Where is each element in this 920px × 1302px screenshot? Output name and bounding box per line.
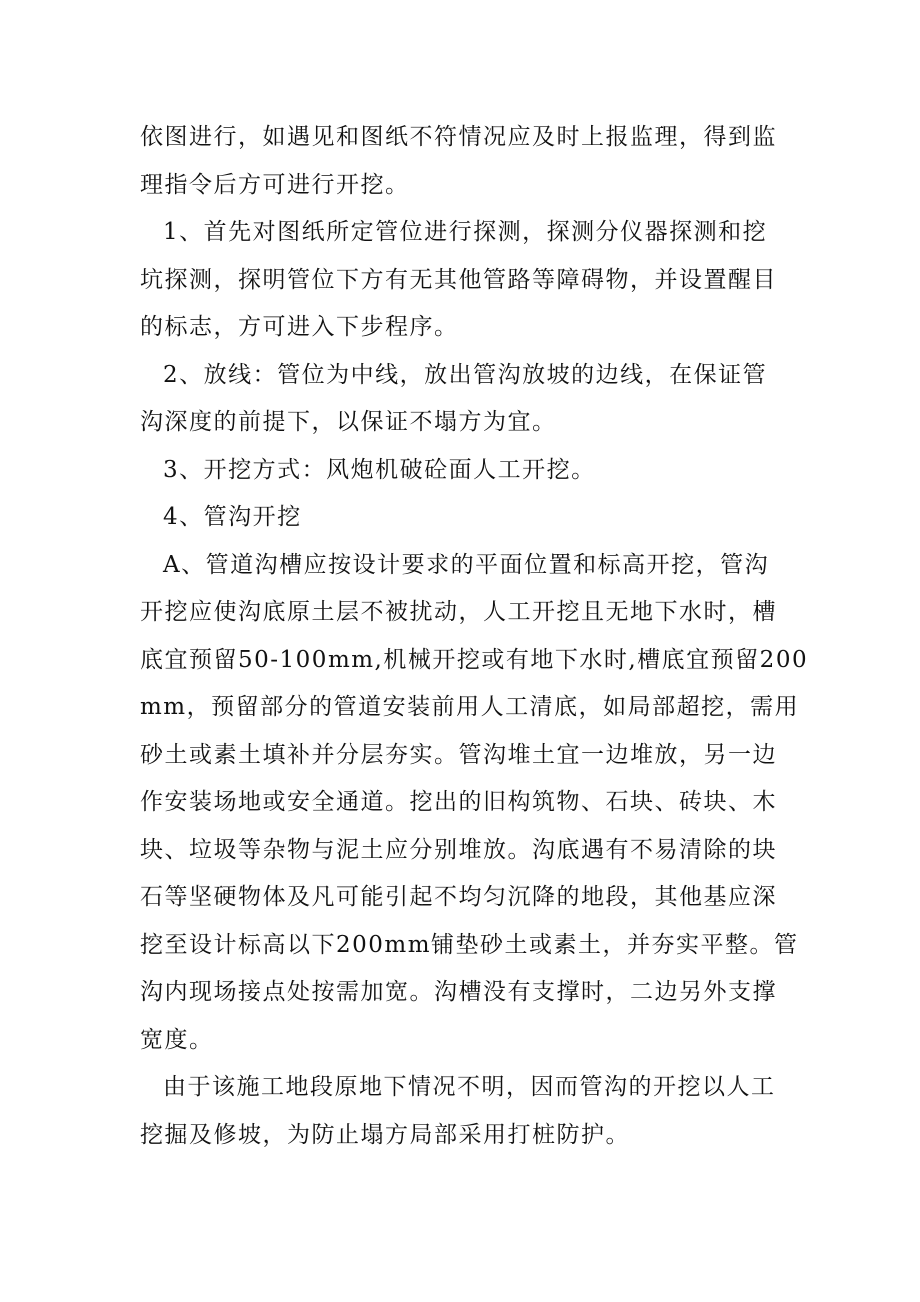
text-line: 砂土或素土填补并分层夯实。管沟堆土宜一边堆放，另一边	[140, 741, 777, 768]
paragraph	[140, 494, 785, 542]
text-line: 坑探测，探明管位下方有无其他管路等障碍物，并设置醒目	[140, 266, 777, 293]
text-line: 底宜预留50-100mm,机械开挖或有地下水时,槽底宜预留200	[140, 646, 809, 673]
paragraph	[140, 447, 785, 495]
paragraph	[140, 542, 809, 1065]
text-line: 2、放线：管位为中线，放出管沟放坡的边线，在保证管	[163, 361, 768, 388]
document-body	[140, 114, 809, 1159]
text-line: A、管道沟槽应按设计要求的平面位置和标高开挖，管沟	[163, 551, 770, 578]
text-line: 依图进行，如遇见和图纸不符情况应及时上报监理，得到监	[140, 124, 777, 150]
text-line: 挖掘及修坡，为防止塌方局部采用打桩防护。	[140, 1121, 630, 1148]
paragraph	[140, 209, 785, 352]
text-line: 的标志，方可进入下步程序。	[140, 314, 459, 340]
text-line: mm，预留部分的管道安装前用人工清底，如局部超挖，需用	[140, 694, 800, 720]
paragraph	[140, 1064, 785, 1159]
paragraph	[140, 114, 785, 209]
paragraph	[140, 352, 785, 447]
text-line: 3、开挖方式：风炮机破砼面人工开挖。	[163, 456, 596, 483]
text-line: 挖至设计标高以下200mm铺垫砂土或素土，并夯实平整。管	[140, 931, 799, 958]
text-line: 沟深度的前提下，以保证不塌方为宜。	[140, 409, 557, 435]
text-line: 由于该施工地段原地下情况不明，因而管沟的开挖以人工	[163, 1074, 776, 1100]
text-line: 宽度。	[140, 1026, 214, 1053]
text-line: 作安装场地或安全通道。挖出的旧构筑物、石块、砖块、木	[140, 789, 777, 815]
text-line: 1、首先对图纸所定管位进行探测，探测分仪器探测和挖	[163, 219, 768, 245]
text-line: 4、管沟开挖	[163, 504, 302, 530]
text-line: 石等坚硬物体及凡可能引起不均匀沉降的地段，其他基应深	[140, 884, 777, 910]
text-line: 理指令后方可进行开挖。	[140, 171, 410, 198]
text-line: 沟内现场接点处按需加宽。沟槽没有支撑时，二边另外支撑	[140, 979, 777, 1005]
text-line: 开挖应使沟底原土层不被扰动，人工开挖且无地下水时，槽	[140, 599, 777, 625]
text-line: 块、垃圾等杂物与泥土应分别堆放。沟底遇有不易清除的块	[140, 836, 777, 863]
